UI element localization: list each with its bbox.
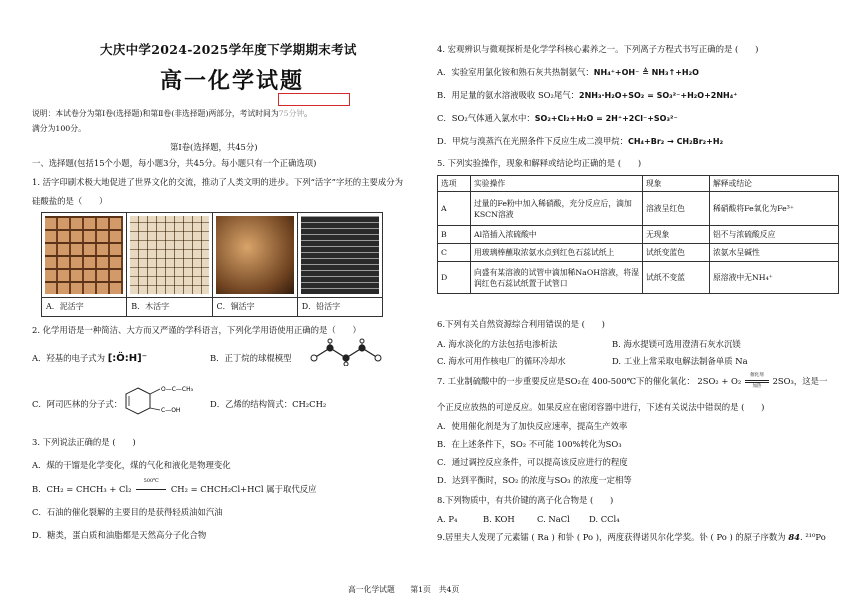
q9-tail: ²¹⁰Po bbox=[805, 532, 826, 542]
q1-option-b-label: B．木活字 bbox=[127, 297, 211, 316]
note-time: 75分钟 bbox=[278, 109, 305, 118]
q7-option-d[interactable]: D．达到平衡时，SO₂ 的浓度与SO₃ 的浓度一定相等 bbox=[437, 475, 632, 485]
q2-option-c[interactable] bbox=[32, 398, 122, 410]
row-a-phenomenon: 溶液呈红色 bbox=[643, 192, 710, 226]
table-row bbox=[438, 226, 839, 244]
exam-note bbox=[32, 106, 382, 136]
header-option: 选项 bbox=[438, 176, 471, 192]
q8-option-d[interactable]: D. CCl₄ bbox=[589, 514, 620, 524]
row-b-option: B bbox=[438, 226, 471, 244]
note-line1-end: 。 bbox=[304, 109, 312, 118]
row-d-conclusion: 原溶液中无NH₄⁺ bbox=[710, 262, 839, 294]
q6-option-a[interactable]: A. 海水淡化的方法包括电渗析法 bbox=[437, 339, 558, 349]
q1-option-a[interactable] bbox=[42, 213, 127, 316]
header-conclusion: 解释或结论 bbox=[710, 176, 839, 192]
q2-option-d-text: D．乙烯的结构简式：CH₂CH₂ bbox=[210, 399, 327, 409]
q4-option-d-text: D．甲烷与溴蒸汽在光照条件下反应生成二溴甲烷： bbox=[437, 136, 628, 146]
table-row bbox=[438, 262, 839, 294]
row-d-operation: 向盛有某溶液的试管中滴加稀NaOH溶液，将湿润红色石蕊试纸置于试管口 bbox=[471, 262, 643, 294]
row-c-phenomenon: 试纸变蓝色 bbox=[643, 244, 710, 262]
q2-option-d[interactable] bbox=[210, 398, 326, 410]
row-c-operation: 用玻璃棒蘸取浓氨水点到红色石蕊试纸上 bbox=[471, 244, 643, 262]
q7-formula: 2SO₂ + O₂ bbox=[697, 376, 742, 386]
note-line1: 说明：本试卷分为第Ⅰ卷(选择题)和第Ⅱ卷(非选择题)两部分，考试时间为 bbox=[32, 109, 279, 118]
q5-stem: 5. 下列实验操作，现象和解释或结论均正确的是 ( ) bbox=[437, 158, 642, 168]
q3-option-b[interactable] bbox=[32, 478, 317, 495]
row-a-operation: 过量的Fe粉中加入稀硝酸，充分反应后，滴加KSCN溶液 bbox=[471, 192, 643, 226]
q8-option-b[interactable]: B. KOH bbox=[483, 514, 515, 524]
row-d-option: D bbox=[438, 262, 471, 294]
q3-option-b-post: CH₂ = CHCH₂Cl+HCl 属于取代反应 bbox=[170, 484, 317, 494]
q4-option-c-formula: SO₂+Cl₂+H₂O = 2H⁺+2Cl⁻+SO₃²⁻ bbox=[534, 114, 678, 123]
table-header-row bbox=[438, 176, 839, 192]
wood-type-image bbox=[130, 216, 208, 294]
q3-option-b-pre: B．CH₂ = CHCH₃ + Cl₂ bbox=[32, 484, 132, 494]
q7-option-a[interactable]: A．使用催化剂是为了加快反应速率，提高生产效率 bbox=[437, 421, 628, 431]
row-a-conclusion: 稀硝酸将Fe氧化为Fe³⁺ bbox=[710, 192, 839, 226]
q1-option-d-label: D．铅活字 bbox=[298, 297, 382, 316]
hydroxyl-electron-formula: [:Ö:H]⁻ bbox=[107, 353, 148, 364]
q4-option-a-text: A．实验室用氯化铵和熟石灰共热制氨气： bbox=[437, 67, 594, 77]
subject-title: 高一化学试题 bbox=[160, 68, 305, 94]
q7-option-b[interactable]: B．在上述条件下，SO₂ 不可能 100%转化为SO₃ bbox=[437, 439, 622, 449]
q6-option-d[interactable]: D. 工业上常采取电解法制备单质 Na bbox=[612, 356, 748, 366]
q6-stem: 6.下列有关自然资源综合利用错误的是 ( ) bbox=[437, 319, 605, 329]
q6-option-b[interactable]: B. 海水提镁可选用澄清石灰水沉镁 bbox=[612, 339, 741, 349]
q4-option-d-formula: CH₄+Br₂ → CH₂Br₂+H₂ bbox=[627, 137, 724, 146]
arrow-forward bbox=[745, 380, 769, 381]
clay-type-image bbox=[45, 216, 123, 294]
q1-option-b[interactable] bbox=[127, 213, 212, 316]
q7-option-c[interactable]: C．通过调控反应条件，可以提高该反应进行的程度 bbox=[437, 457, 628, 467]
q1-option-d[interactable] bbox=[298, 213, 382, 316]
exam-title: 大庆中学2024-2025学年度下学期期末考试 bbox=[100, 42, 357, 57]
section-title: 第Ⅰ卷(选择题，共45分) bbox=[170, 142, 258, 152]
q4-option-a[interactable] bbox=[437, 66, 699, 78]
q3-option-d[interactable]: D．糖类，蛋白质和油脂都是天然高分子化合物 bbox=[32, 530, 207, 540]
q8-option-a[interactable]: A. P₄ bbox=[437, 514, 458, 524]
q4-option-a-formula: NH₄⁺+OH⁻ ≜ NH₃↑+H₂O bbox=[593, 68, 699, 77]
q2-option-a-text: A．羟基的电子式为 bbox=[32, 353, 106, 363]
row-b-operation: Al箔插入浓硫酸中 bbox=[471, 226, 643, 244]
svg-text:O—C—CH₃: O—C—CH₃ bbox=[161, 386, 194, 393]
q1-option-c[interactable] bbox=[213, 213, 298, 316]
q2-option-a[interactable] bbox=[32, 352, 147, 364]
q1-image-table bbox=[41, 212, 383, 317]
q3-stem: 3. 下列说法正确的是 ( ) bbox=[32, 437, 136, 447]
q7-stem-post: 2SO₃，这是一 bbox=[772, 376, 828, 386]
q4-option-b-formula: 2NH₃·H₂O+SO₂ = SO₃²⁻+H₂O+2NH₄⁺ bbox=[579, 91, 738, 100]
q7-stem-line2: 个正反应放热的可逆反应。如果反应在密闭容器中进行，下述有关说法中错误的是 ( ) bbox=[437, 402, 765, 412]
q1-option-c-label: C．铜活字 bbox=[213, 297, 297, 316]
ball-stick-model-icon bbox=[308, 338, 388, 366]
svg-text:C—OH: C—OH bbox=[161, 407, 181, 414]
q8-stem: 8.下列物质中，有共价键的离子化合物是 ( ) bbox=[437, 495, 614, 505]
page-footer: 高一化学试题 第1页 共4页 bbox=[348, 585, 460, 594]
q3-option-c[interactable]: C．石油的催化裂解的主要目的是获得轻质油如汽油 bbox=[32, 507, 223, 517]
bronze-type-image bbox=[216, 216, 294, 294]
q9-stem-text: 9.居里夫人发现了元素镭 ( Ra ) 和钋 ( Po )，两度获得诺贝尔化学奖。钋 ( Po ) 的原子序数为 bbox=[437, 532, 786, 542]
q2-stem: 2. 化学用语是一种简洁、大方而又严谨的学科语言，下列化学用语使用正确的是（ ） bbox=[32, 325, 361, 335]
q4-option-c[interactable] bbox=[437, 112, 678, 124]
q1-stem-line2: 硅酸盐的是（ ） bbox=[32, 196, 108, 206]
q3-option-a[interactable]: A．煤的干馏是化学变化，煤的气化和液化是物理变化 bbox=[32, 460, 231, 470]
q4-option-d[interactable] bbox=[437, 135, 723, 147]
cond-heat: 加热 bbox=[752, 384, 762, 389]
row-b-phenomenon: 无现象 bbox=[643, 226, 710, 244]
table-row bbox=[438, 244, 839, 262]
header-operation: 实验操作 bbox=[471, 176, 643, 192]
header-phenomenon: 现象 bbox=[643, 176, 710, 192]
row-d-phenomenon: 试纸不变蓝 bbox=[643, 262, 710, 294]
aspirin-structure-icon bbox=[120, 380, 200, 418]
row-a-option: A bbox=[438, 192, 471, 226]
table-row bbox=[438, 192, 839, 226]
q2-option-c-text: C．阿司匹林的分子式： bbox=[32, 399, 123, 409]
lead-type-image bbox=[301, 216, 379, 294]
q1-option-a-label: A．泥活字 bbox=[42, 297, 126, 316]
q7-stem-pre: 7. 工业制硫酸中的一步重要反应是SO₂在 400-500℃下的催化氧化： bbox=[437, 376, 695, 386]
q7-stem-line1 bbox=[437, 375, 827, 387]
reversible-arrow bbox=[744, 373, 770, 389]
q9-stem: 9.居里夫人发现了元素镭 ( Ra ) 和钋 ( Po )，两度获得诺贝尔化学奖。钋 ( Po ) 的原子序数为 84. ²¹⁰Po bbox=[437, 532, 826, 542]
row-b-conclusion: 铝不与浓硫酸反应 bbox=[710, 226, 839, 244]
q6-option-c[interactable]: C. 海水可用作核电厂的循环冷却水 bbox=[437, 356, 566, 366]
reaction-condition: 500℃ bbox=[143, 478, 159, 484]
q4-option-b-text: B．用足量的氨水溶液吸收 SO₂尾气： bbox=[437, 90, 580, 100]
reaction-arrow bbox=[134, 478, 168, 494]
q2-option-b-text: B．正丁烷的球棍模型 bbox=[210, 353, 292, 363]
q4-option-c-text: C．SO₂气体通入氯水中： bbox=[437, 113, 535, 123]
cond-catalyst: 催化剂 bbox=[750, 373, 764, 378]
arrow-line bbox=[136, 489, 166, 490]
q2-option-b[interactable] bbox=[210, 352, 292, 364]
highlight-box bbox=[278, 93, 350, 106]
q9-atomic-number: 84 bbox=[788, 532, 800, 542]
section-instruction: 一、选择题(包括15个小题，每小题3分，共45分。每小题只有一个正确选项) bbox=[32, 158, 317, 168]
q5-experiment-table bbox=[437, 175, 839, 294]
q8-option-c[interactable]: C. NaCl bbox=[537, 514, 570, 524]
q1-stem-line1: 1. 活字印刷术极大地促进了世界文化的交流，推动了人类文明的进步。下列“活字”字坯的主要成分为 bbox=[32, 177, 403, 187]
q4-option-b[interactable] bbox=[437, 89, 737, 101]
note-line2: 满分为100分。 bbox=[32, 124, 86, 133]
row-c-option: C bbox=[438, 244, 471, 262]
row-c-conclusion: 浓氨水呈碱性 bbox=[710, 244, 839, 262]
q4-stem: 4. 宏观辨识与微观探析是化学学科核心素养之一。下列离子方程式书写正确的是 ( ) bbox=[437, 44, 759, 54]
